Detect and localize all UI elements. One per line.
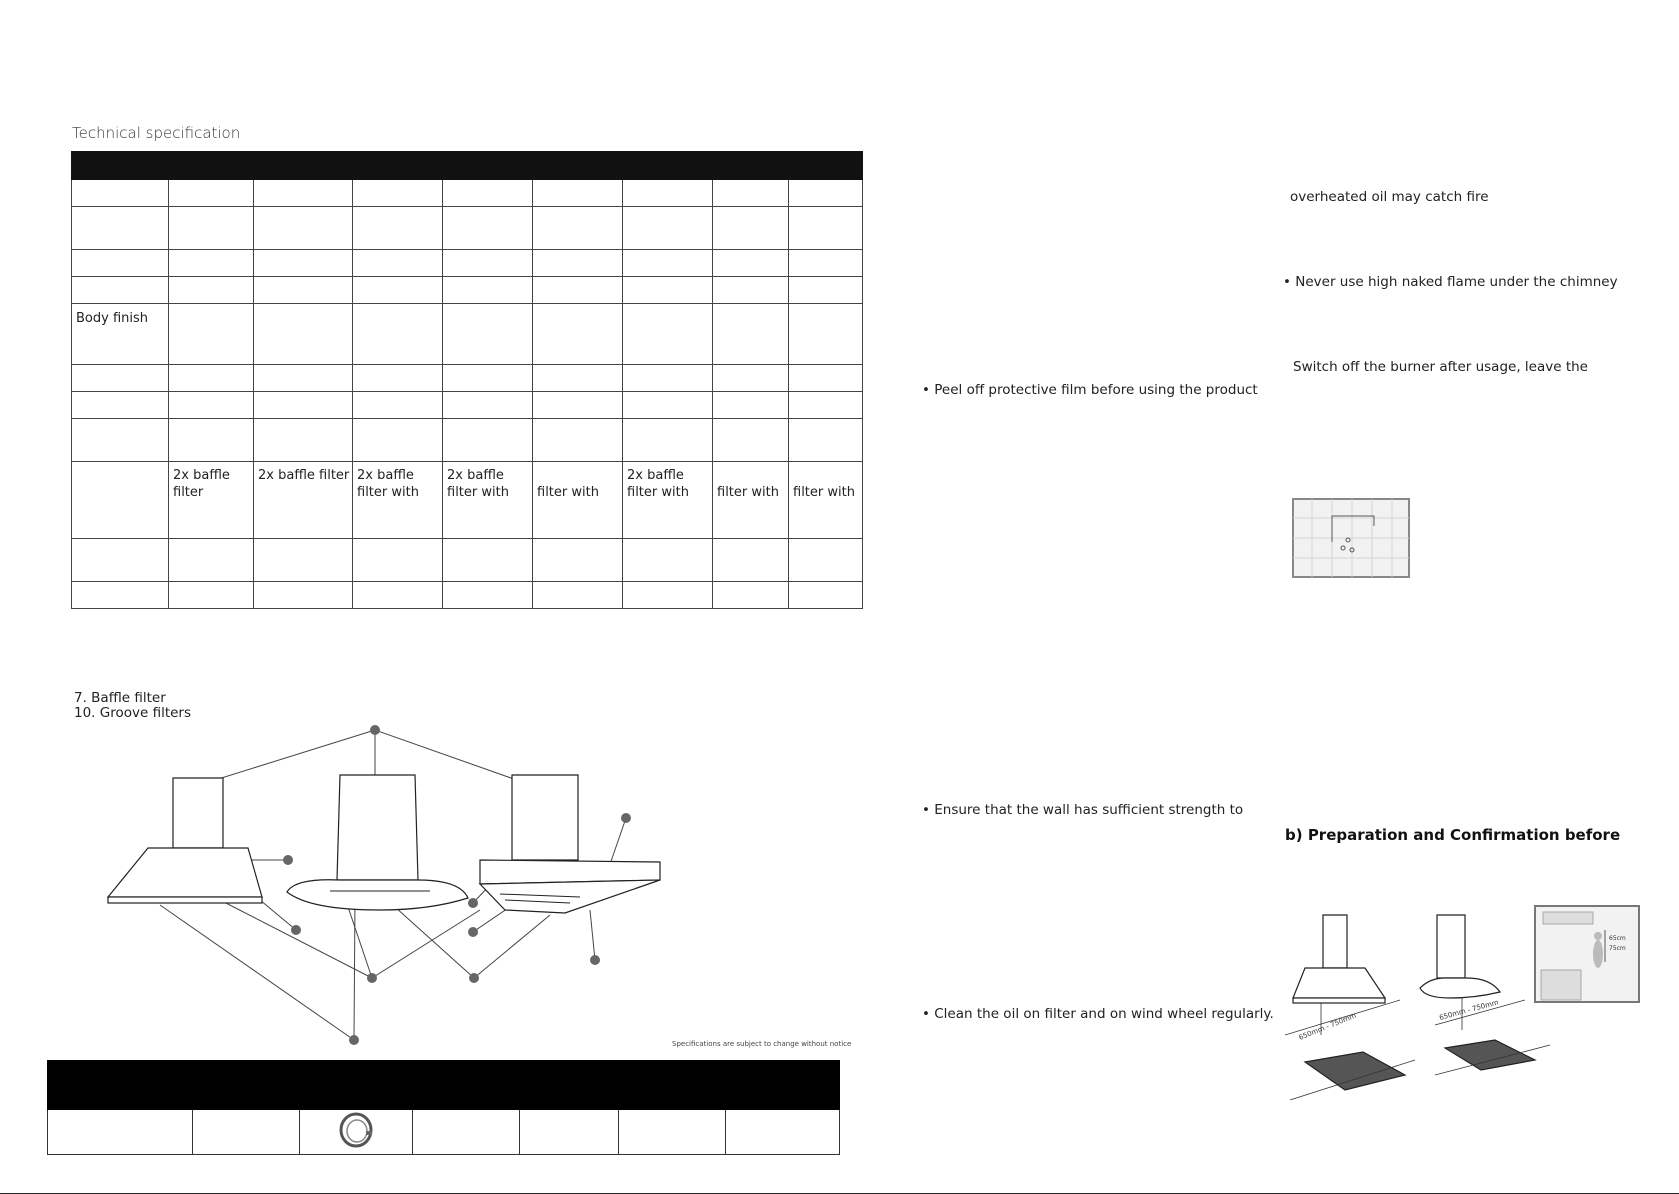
chimney-parts-diagram	[100, 720, 680, 1050]
spec-header-row	[72, 152, 863, 180]
table-row	[72, 392, 863, 419]
filter-cell: 2x baffle filter with	[623, 462, 713, 539]
table-row	[72, 180, 863, 207]
legend-baffle-filter: 7. Baffle filter	[74, 690, 166, 706]
filter-row	[72, 462, 863, 539]
table-row	[72, 304, 863, 365]
distance-label: 650mm - 750mm	[1438, 998, 1500, 1022]
table-row	[48, 1110, 840, 1155]
filter-cell: 2x baffle filter with	[443, 462, 533, 539]
installation-height-illustration	[1285, 900, 1640, 1100]
spec-title: Technical specification	[72, 124, 241, 142]
filter-cell: 2x baffle filter with	[353, 462, 443, 539]
table-row	[72, 250, 863, 277]
wall-mounting-illustration	[1292, 498, 1410, 578]
filter-cell: 2x baffle filter	[254, 462, 353, 539]
height-label-top: 65cm	[1609, 935, 1626, 942]
safety-switch-off: Switch off the burner after usage, leave the	[1293, 359, 1588, 375]
filter-cell: filter with	[789, 462, 863, 539]
filter-cell: filter with	[713, 462, 789, 539]
safety-naked-flame: • Never use high naked flame under the chimney	[1283, 274, 1618, 290]
safety-clean-oil: • Clean the oil on filter and on wind wheel regularly.	[922, 1006, 1274, 1022]
safety-oil-fire: overheated oil may catch fire	[1290, 189, 1489, 205]
table-row	[72, 207, 863, 250]
spec-table	[71, 151, 863, 609]
table-row	[72, 539, 863, 582]
duct-collar-icon	[336, 1111, 376, 1149]
table-row	[72, 277, 863, 304]
table-row	[72, 582, 863, 609]
legend-groove-filters: 10. Groove filters	[74, 705, 192, 721]
parts-header-row	[48, 1061, 840, 1110]
body-finish-label: Body finish	[72, 304, 169, 365]
table-row	[72, 365, 863, 392]
distance-label: 650mm - 750mm	[1297, 1011, 1358, 1042]
filter-cell: filter with	[533, 462, 623, 539]
parts-table	[47, 1060, 840, 1155]
height-label-bottom: 75cm	[1609, 945, 1626, 952]
safety-peel-film: • Peel off protective film before using the product	[922, 382, 1258, 398]
spec-notice: Specifications are subject to change without notice	[672, 1040, 852, 1048]
safety-wall-strength: • Ensure that the wall has sufficient strength to	[922, 802, 1244, 818]
filter-cell: 2x baffle filter	[169, 462, 254, 539]
table-row	[72, 419, 863, 462]
preparation-heading: b) Preparation and Confirmation before	[1285, 826, 1621, 844]
